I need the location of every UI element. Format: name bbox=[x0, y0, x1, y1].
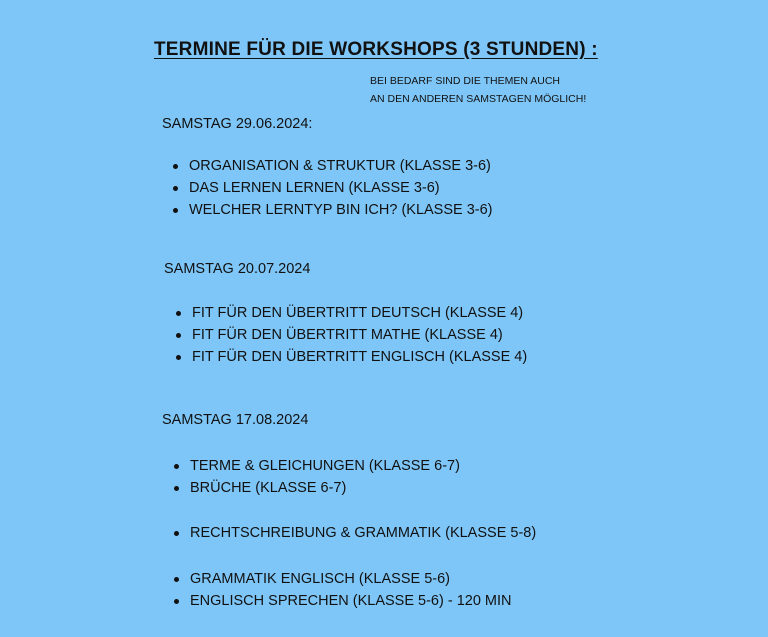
bullet-icon bbox=[174, 531, 179, 536]
bullet-icon bbox=[176, 355, 181, 360]
session-list-1 bbox=[173, 155, 493, 221]
session-heading-2: SAMSTAG 20.07.2024 bbox=[164, 261, 311, 277]
list-item bbox=[173, 177, 493, 199]
bullet-icon bbox=[176, 333, 181, 338]
bullet-icon bbox=[174, 464, 179, 469]
availability-note-line-2: AN DEN ANDEREN SAMSTAGEN MÖGLICH! bbox=[370, 93, 587, 105]
list-item-label: FIT FÜR DEN ÜBERTRITT DEUTSCH (KLASSE 4) bbox=[192, 305, 524, 321]
list-item-label: GRAMMATIK ENGLISCH (KLASSE 5-6) bbox=[190, 571, 450, 587]
session-list-2 bbox=[176, 302, 527, 368]
list-item-label: ORGANISATION & STRUKTUR (KLASSE 3-6) bbox=[189, 158, 491, 174]
availability-note-line-1: BEI BEDARF SIND DIE THEMEN AUCH bbox=[370, 75, 561, 87]
list-item bbox=[176, 346, 527, 368]
session-list-3c bbox=[174, 568, 512, 612]
list-item bbox=[174, 455, 460, 477]
session-list-3b bbox=[174, 522, 536, 544]
bullet-icon bbox=[176, 311, 181, 316]
list-item-label: DAS LERNEN LERNEN (KLASSE 3-6) bbox=[189, 180, 440, 196]
session-list-3a bbox=[174, 455, 460, 499]
list-item bbox=[176, 324, 527, 346]
list-item bbox=[174, 522, 536, 544]
list-item-label: ENGLISCH SPRECHEN (KLASSE 5-6) - 120 MIN bbox=[190, 593, 512, 609]
session-heading-3: SAMSTAG 17.08.2024 bbox=[162, 412, 309, 428]
bullet-icon bbox=[173, 164, 178, 169]
list-item bbox=[174, 477, 460, 499]
page-title: TERMINE FÜR DIE WORKSHOPS (3 STUNDEN) : bbox=[154, 39, 598, 60]
availability-note bbox=[370, 72, 586, 108]
list-item-label: FIT FÜR DEN ÜBERTRITT MATHE (KLASSE 4) bbox=[192, 327, 503, 343]
list-item-label: FIT FÜR DEN ÜBERTRITT ENGLISCH (KLASSE 4) bbox=[192, 349, 528, 365]
bullet-icon bbox=[173, 208, 178, 213]
list-item-label: RECHTSCHREIBUNG & GRAMMATIK (KLASSE 5-8) bbox=[190, 525, 537, 541]
bullet-icon bbox=[174, 577, 179, 582]
bullet-icon bbox=[173, 186, 178, 191]
list-item bbox=[173, 199, 493, 221]
bullet-icon bbox=[174, 599, 179, 604]
list-item-label: BRÜCHE (KLASSE 6-7) bbox=[190, 480, 347, 496]
list-item bbox=[173, 155, 493, 177]
bullet-icon bbox=[174, 486, 179, 491]
list-item-label: WELCHER LERNTYP BIN ICH? (KLASSE 3-6) bbox=[189, 202, 493, 218]
list-item bbox=[174, 590, 512, 612]
list-item bbox=[174, 568, 512, 590]
session-heading-1: SAMSTAG 29.06.2024: bbox=[162, 116, 313, 132]
list-item bbox=[176, 302, 527, 324]
list-item-label: TERME & GLEICHUNGEN (KLASSE 6-7) bbox=[190, 458, 460, 474]
